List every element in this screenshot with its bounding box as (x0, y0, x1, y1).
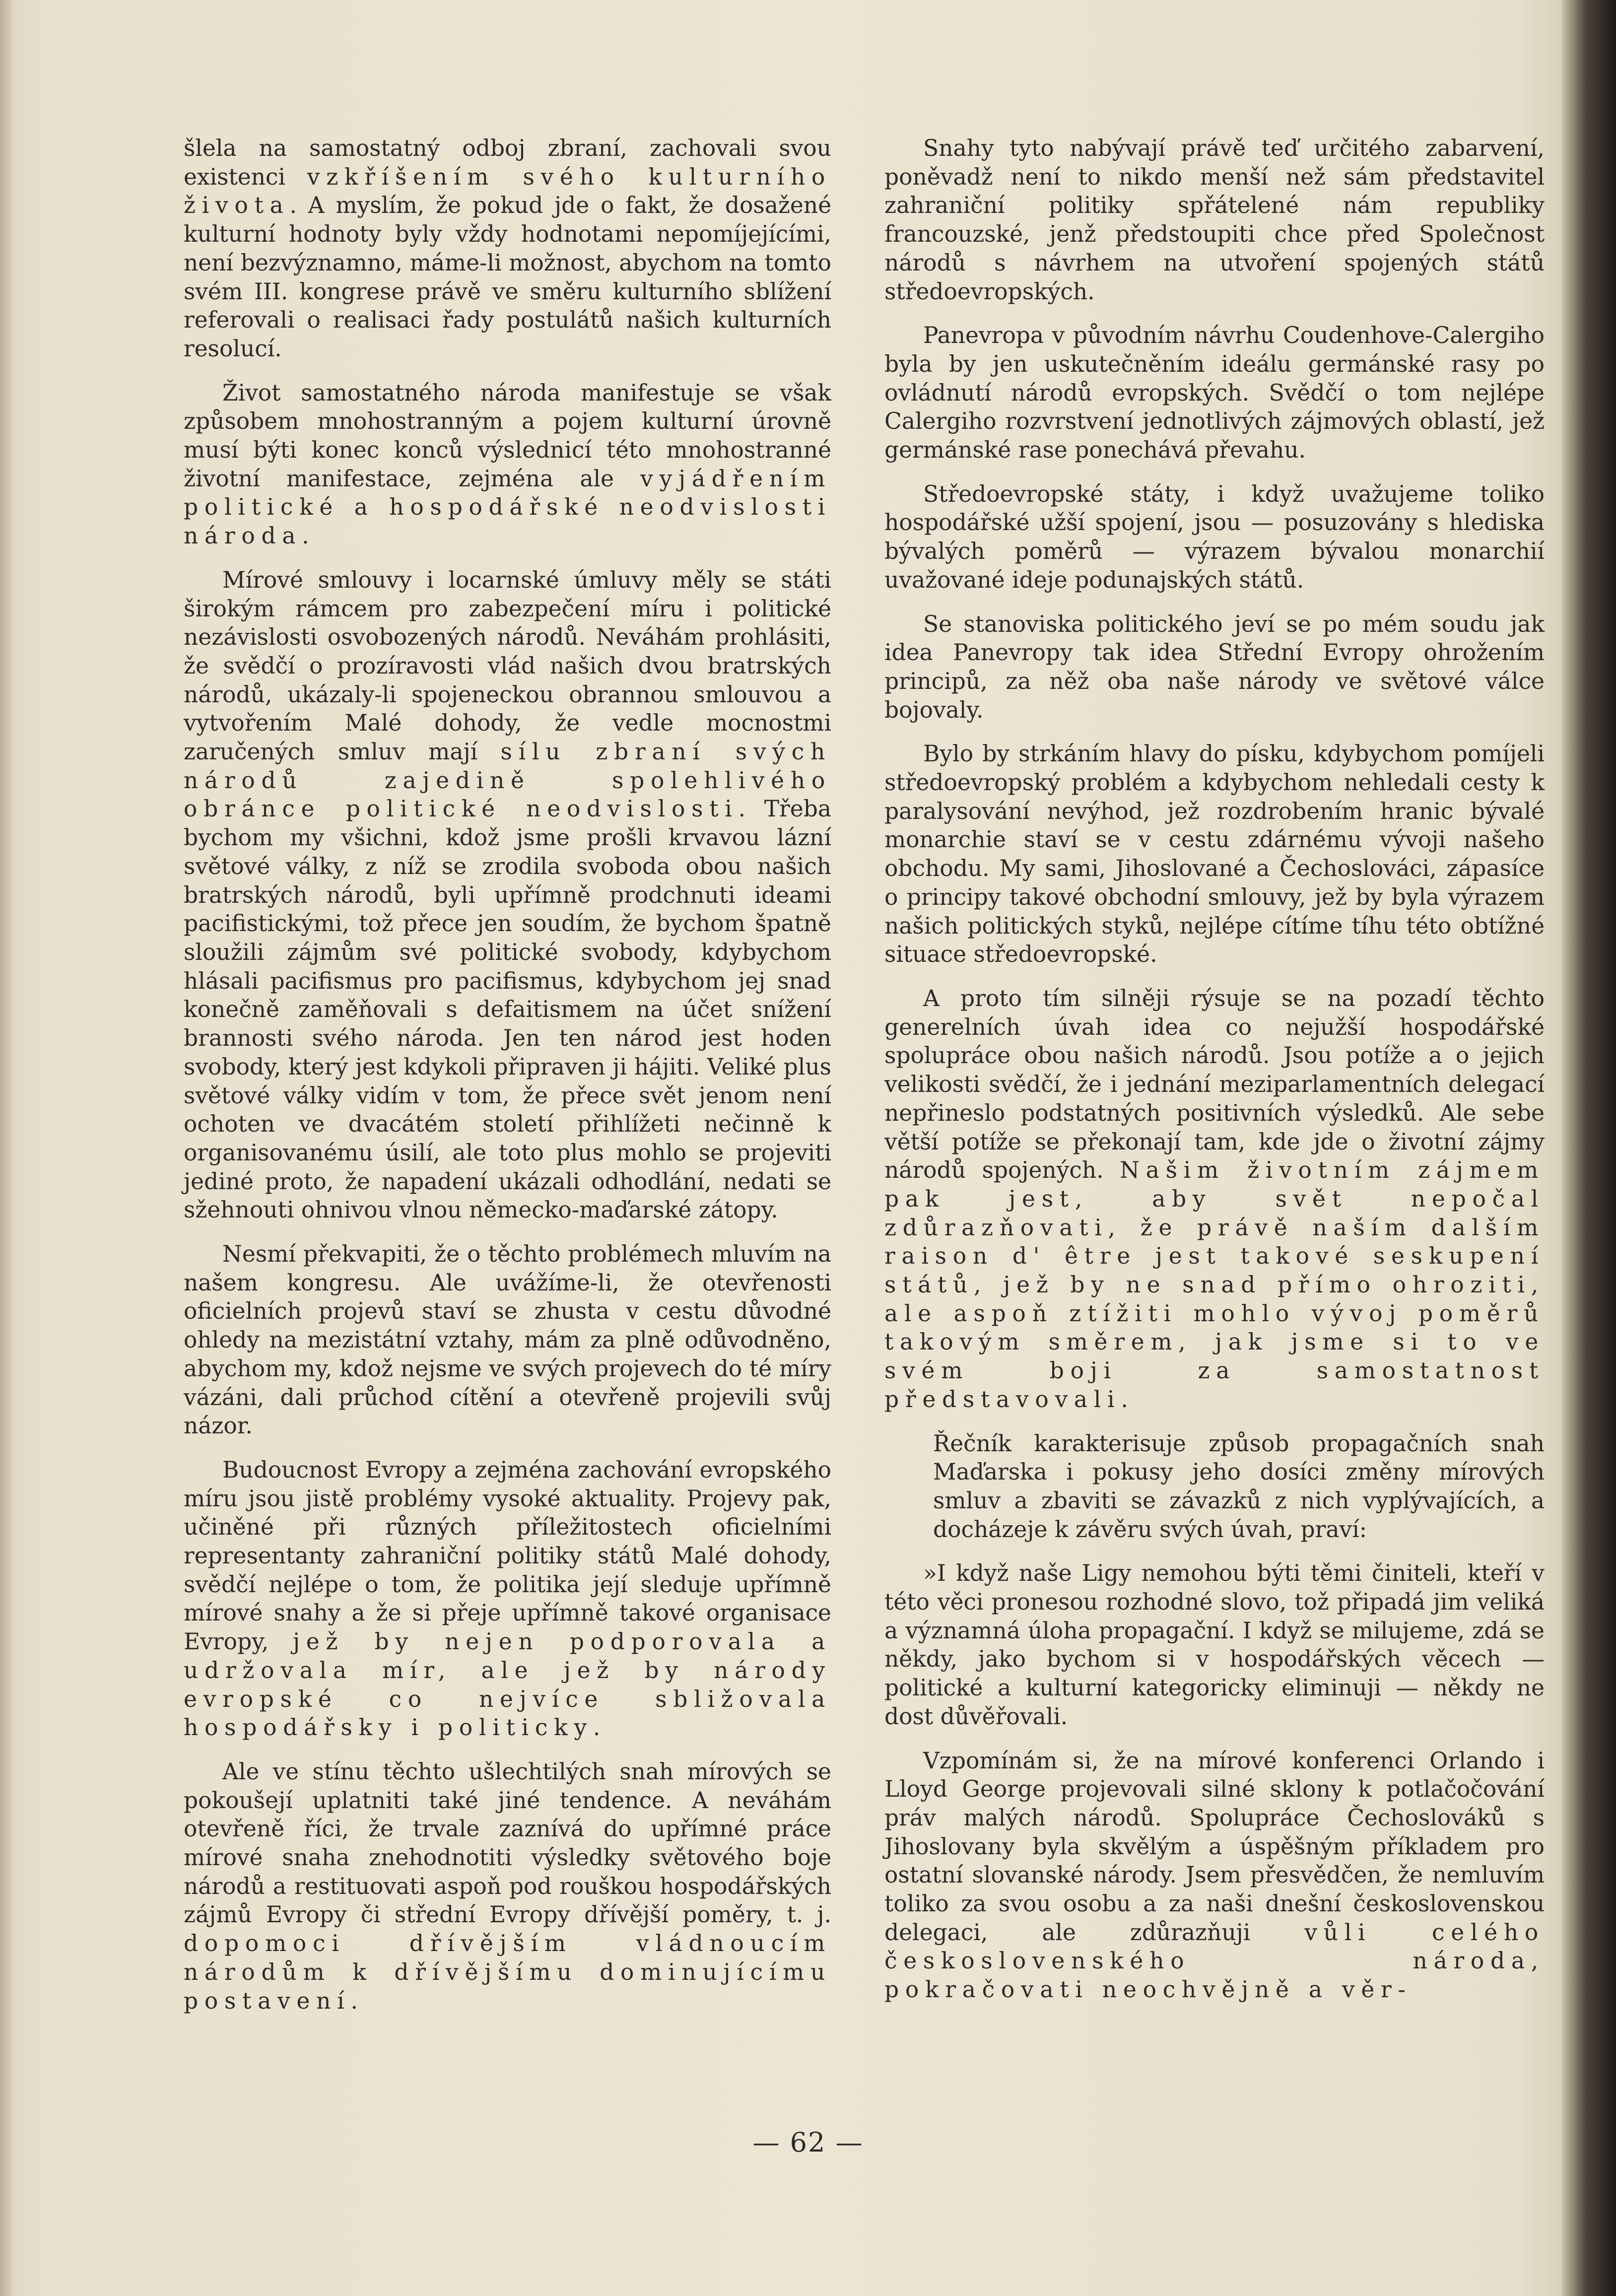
right-text-column (884, 134, 1545, 2020)
paragraph: šlela na samostatný odboj zbraní, zachovali svou existenci vzkříšením svého kulturního života. A myslím, že pokud jde o fakt, že dosažené kulturní hodnoty byly vždy hodnotami nepomíjejícími, není bezvýznamno, máme-li možnost, abychom na tomto svém III. kongrese právě ve směru kulturního sblížení referovali o realisaci řady postulátů našich kulturních resolucí. (184, 135, 831, 362)
paragraph: Ale ve stínu těchto ušlechtilých snah mírových se pokoušejí uplatniti také jiné tendence. A neváhám otevřeně říci, že trvale zaznívá do upřímné práce mírové snaha znehodnotiti výsledky světového boje národů a restituovati aspoň pod rouškou hospodářských zájmů Evropy či střední Evropy dřívější poměry, t. j. dopomoci dřívějším vládnoucím národům k dřívějšímu dominujícímu postavení. (184, 1758, 831, 2014)
paragraph: Bylo by strkáním hlavy do písku, kdybychom pomíjeli středoevropský problém a kdybychom nehledali cesty k paralysování nevýhod, jež rozdrobením hranic bývalé monarchie staví se v cestu zdárnému vývoji našeho obchodu. My sami, Jihoslované a Čechoslováci, zápasíce o principy takové obchodní smlouvy, jež by byla výrazem našich politických styků, nejlépe cítíme tíhu této obtížné situace středoevropské. (884, 741, 1545, 968)
emphasis-spaced: dopomoci dřívějším vládnoucím národům k dřívějšímu dominujícímu postavení (184, 1930, 831, 2014)
paragraph: Panevropa v původním návrhu Coudenhove-Calergiho byla by jen uskutečněním ideálu germánské rasy po ovládnutí národů evropských. Svědčí o tom nejlépe Calergiho rozvrstvení jednotlivých zájmových oblastí, jež germánské rase ponechává převahu. (884, 322, 1545, 464)
paragraph: Život samostatného národa manifestuje se však způsobem mnohostranným a pojem kulturní úrovně musí býti konec konců výslednicí této mnohostranné životní manifestace, zejména ale vyjádřením politické a hospodářské neodvislosti národa. (184, 379, 831, 549)
left-text-column (184, 134, 831, 2030)
paragraph: Středoevropské státy, i když uvažujeme toliko hospodářské užší spojení, jsou — posuzovány s hlediska bývalých poměrů — výrazem bývalou monarchií uvažované ideje podunajských států. (884, 480, 1545, 593)
emphasis-spaced: vzkříšením svého kulturního života (184, 163, 831, 219)
page-number: — 62 — (752, 2127, 864, 2158)
paragraph: A proto tím silněji rýsuje se na pozadí těchto generelních úvah idea co nejužší hospodářské spolupráce obou našich národů. Jsou potíže a o jejich velikosti svědčí, že i jednání meziparlamentních delegací nepřineslo podstatných positivních výsledků. Ale sebe větší potíže se překonají tam, kde jde o životní zájmy národů spojených. Našim životním zájmem pak jest, aby svět nepočal zdůrazňovati, že právě naším dalším raison d' être jest takové seskupení států, jež by ne snad přímo ohroziti, ale aspoň ztížiti mohlo vývoj poměrů takovým směrem, jak jsme si to ve svém boji za samostatnost představovali. (884, 985, 1545, 1413)
paragraph: Mírové smlouvy i locarnské úmluvy měly se státi širokým rámcem pro zabezpečení míru i politické nezávislosti osvobozených národů. Neváhám prohlásiti, že svědčí o prozíravosti vlád našich dvou bratrských národů, ukázaly-li spojeneckou obrannou smlouvou a vytvořením Malé dohody, že vedle mocnostmi zaručených smluv mají sílu zbraní svých národů zajedině spolehlivého obránce politické neodvislosti. Třeba bychom my všichni, kdož jsme prošli krvavou lázní světové války, z níž se zrodila svoboda obou našich bratrských národů, byli upřímně prodchnuti ideami pacifistickými, tož přece jen soudím, že bychom špatně sloužili zájmům své politické svobody, kdybychom hlásali pacifismus pro pacifismus, kdybychom jej snad konečně zaměňovali s defaitismem na účet snížení brannosti svého národa. Jen ten národ jest hoden svobody, který jest kdykoli připraven ji hájiti. Veliké plus světové války vidím v tom, že přece svět jenom není ochoten ve dvacátém století přihlížeti nečinně k organisovanému úsilí, ale toto plus mohlo se projeviti jediné proto, že napadení ukázali odhodlání, nedati se sžehnouti ohnivou vlnou německo-maďarské zátopy. (184, 566, 831, 1223)
paragraph: Vzpomínám si, že na mírové konferenci Orlando i Lloyd George projevovali silné sklony k potlačočování práv malých národů. Spolupráce Čechoslováků s Jihoslovany byla skvělým a úspěšným příkladem pro ostatní slovanské národy. Jsem přesvědčen, že nemluvím toliko za svou osobu a za naši dnešní československou delegaci, ale zdůrazňuji vůli celého československého národa, pokračovati neochvějně a věr- (884, 1747, 1545, 2003)
emphasis-spaced: vůli celého československého národa, pokračovati neochvějně a věr- (884, 1919, 1545, 2003)
emphasis-spaced: vyjádřením politické a hospodářské neodvislosti národa (184, 465, 831, 549)
page-edge (0, 0, 13, 2296)
emphasis-spaced: jež by nejen podporovala a udržovala mír, ale jež by národy evropské co nejvíce sbližovala hospodářsky i politicky (184, 1628, 831, 1741)
paragraph: Snahy tyto nabývají právě teď určitého zabarvení, poněvadž není to nikdo menší než sám představitel zahraniční politiky spřátelené nám republiky francouzské, jenž předstoupiti chce před Společnost národů s návrhem na utvoření spojených států středoevropských. (884, 135, 1545, 305)
paragraph: Budoucnost Evropy a zejména zachování evropského míru jsou jistě problémy vysoké aktuality. Projevy pak, učiněné při různých příležitostech oficielními representanty zahraniční politiky států Malé dohody, svědčí nejlépe o tom, že politika její sleduje upřímně mírové snahy a že si přeje upřímně takové organisace Evropy, jež by nejen podporovala a udržovala mír, ale jež by národy evropské co nejvíce sbližovala hospodářsky i politicky. (184, 1456, 831, 1741)
reporter-note: Řečník karakterisuje způsob propagačních snah Maďarska i pokusy jeho dosíci změny mírových smluv a zbaviti se závazků z nich vyplývajících, a docházeje k závěru svých úvah, praví: (933, 1430, 1545, 1543)
paragraph: Nesmí překvapiti, že o těchto problémech mluvím na našem kongresu. Ale uvážíme-li, že otevřenosti oficielních projevů staví se zhusta v cestu důvodné ohledy na mezistátní vztahy, mám za plně odůvodněno, abychom my, kdož nejsme ve svých projevech do té míry vázáni, dali průchod cítění a otevřeně projevili svůj názor. (184, 1241, 831, 1439)
paragraph: Se stanoviska politického jeví se po mém soudu jak idea Panevropy tak idea Střední Evropy ohrožením principů, za něž oba naše národy ve světové válce bojovaly. (884, 610, 1545, 723)
emphasis-spaced: Našim životním zájmem pak jest, aby svět nepočal zdůrazňovati, že právě naším dalším raison d' être jest takové seskupení států, jež by ne snad přímo ohroziti, ale aspoň ztížiti mohlo vývoj poměrů takovým směrem, jak jsme si to ve svém boji za samostatnost představovali (884, 1157, 1545, 1413)
book-spine-shadow (1561, 0, 1616, 2296)
quote-paragraph: »I když naše Ligy nemohou býti těmi činiteli, kteří v této věci pronesou rozhodné slovo, tož připadá jim veliká a významná úloha propagační. I když se milujeme, zdá se někdy, jako bychom si v hospodářských věcech — politické a kulturní kategoricky eliminuji — někdy ne dost důvěřovali. (884, 1560, 1545, 1730)
emphasis-spaced: sílu zbraní svých národů zajedině spolehlivého obránce politické neodvislosti (184, 739, 831, 822)
